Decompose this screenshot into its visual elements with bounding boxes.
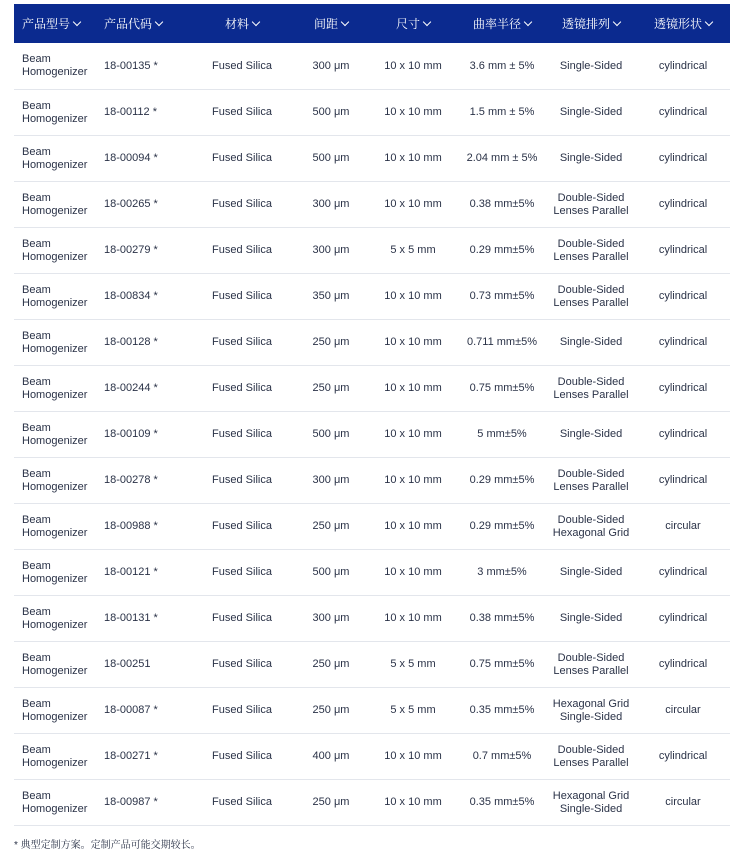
table-row bbox=[14, 136, 730, 182]
cell-model-line: Beam bbox=[22, 237, 51, 250]
cell-model-line: Homogenizer bbox=[22, 158, 88, 171]
cell-model-line: Homogenizer bbox=[22, 112, 88, 125]
cell-arrangement bbox=[546, 90, 636, 136]
cell-radius: 0.29 mm±5% bbox=[458, 228, 546, 274]
cell-radius: 2.04 mm ± 5% bbox=[458, 136, 546, 182]
chevron-down-icon bbox=[705, 18, 713, 26]
cell-model bbox=[14, 274, 96, 320]
cell-arrangement bbox=[546, 550, 636, 596]
cell-code: 18-00279 * bbox=[96, 228, 190, 274]
cell-radius: 3.6 mm ± 5% bbox=[458, 43, 546, 90]
cell-radius: 1.5 mm ± 5% bbox=[458, 90, 546, 136]
cell-pitch: 250 μm bbox=[294, 366, 368, 412]
cell-model bbox=[14, 366, 96, 412]
cell-material: Fused Silica bbox=[190, 228, 294, 274]
cell-code: 18-00121 * bbox=[96, 550, 190, 596]
cell-model bbox=[14, 458, 96, 504]
cell-arrangement-line: Double-Sided bbox=[557, 375, 625, 388]
cell-code: 18-00271 * bbox=[96, 734, 190, 780]
column-header-material[interactable] bbox=[190, 4, 294, 43]
table-row bbox=[14, 228, 730, 274]
cell-shape: cylindrical bbox=[636, 320, 730, 366]
cell-material: Fused Silica bbox=[190, 550, 294, 596]
cell-code: 18-00251 bbox=[96, 642, 190, 688]
column-header-label: 透镜排列 bbox=[561, 17, 610, 31]
cell-size: 10 x 10 mm bbox=[368, 366, 458, 412]
cell-pitch: 250 μm bbox=[294, 780, 368, 826]
cell-model-line: Homogenizer bbox=[22, 802, 88, 815]
cell-arrangement bbox=[546, 458, 636, 504]
cell-size: 10 x 10 mm bbox=[368, 596, 458, 642]
cell-shape: cylindrical bbox=[636, 458, 730, 504]
cell-size: 10 x 10 mm bbox=[368, 550, 458, 596]
cell-code: 18-00112 * bbox=[96, 90, 190, 136]
cell-model-line: Beam bbox=[22, 559, 51, 572]
cell-material: Fused Silica bbox=[190, 274, 294, 320]
column-header-shape[interactable] bbox=[636, 4, 730, 43]
cell-model-line: Beam bbox=[22, 743, 51, 756]
cell-arrangement bbox=[546, 504, 636, 550]
cell-model bbox=[14, 320, 96, 366]
cell-pitch: 500 μm bbox=[294, 550, 368, 596]
cell-shape: cylindrical bbox=[636, 182, 730, 228]
product-table-page bbox=[0, 4, 730, 851]
cell-model-line: Beam bbox=[22, 421, 51, 434]
cell-arrangement-line: Single-Sided bbox=[559, 612, 623, 624]
cell-material: Fused Silica bbox=[190, 780, 294, 826]
cell-model-line: Homogenizer bbox=[22, 66, 88, 78]
cell-code: 18-00987 * bbox=[96, 780, 190, 826]
cell-arrangement-line: Lenses Parallel bbox=[553, 388, 629, 401]
cell-size: 10 x 10 mm bbox=[368, 274, 458, 320]
cell-shape: cylindrical bbox=[636, 550, 730, 596]
cell-model-line: Beam bbox=[22, 697, 51, 710]
cell-model bbox=[14, 90, 96, 136]
cell-shape: cylindrical bbox=[636, 642, 730, 688]
table-body bbox=[14, 43, 730, 826]
cell-model-line: Beam bbox=[22, 191, 51, 204]
cell-pitch: 300 μm bbox=[294, 596, 368, 642]
cell-code: 18-00087 * bbox=[96, 688, 190, 734]
cell-material: Fused Silica bbox=[190, 366, 294, 412]
table-row bbox=[14, 43, 730, 90]
cell-material: Fused Silica bbox=[190, 412, 294, 458]
cell-size: 10 x 10 mm bbox=[368, 412, 458, 458]
cell-model-line: Beam bbox=[22, 651, 51, 664]
cell-pitch: 300 μm bbox=[294, 182, 368, 228]
cell-radius: 0.38 mm±5% bbox=[458, 596, 546, 642]
cell-size: 10 x 10 mm bbox=[368, 320, 458, 366]
cell-arrangement bbox=[546, 228, 636, 274]
cell-model-line: Homogenizer bbox=[22, 204, 88, 217]
chevron-down-icon bbox=[524, 18, 532, 26]
column-header-label: 材料 bbox=[224, 17, 249, 31]
cell-model-line: Beam bbox=[22, 329, 51, 342]
chevron-down-icon bbox=[341, 18, 349, 26]
cell-model bbox=[14, 780, 96, 826]
cell-arrangement bbox=[546, 642, 636, 688]
cell-model bbox=[14, 136, 96, 182]
cell-pitch: 250 μm bbox=[294, 642, 368, 688]
cell-model bbox=[14, 688, 96, 734]
cell-material: Fused Silica bbox=[190, 320, 294, 366]
header-row bbox=[14, 4, 730, 43]
cell-shape: cylindrical bbox=[636, 274, 730, 320]
cell-shape: cylindrical bbox=[636, 596, 730, 642]
cell-code: 18-00834 * bbox=[96, 274, 190, 320]
cell-arrangement bbox=[546, 366, 636, 412]
cell-arrangement bbox=[546, 43, 636, 90]
column-header-label: 产品型号 bbox=[22, 17, 71, 31]
cell-size: 5 x 5 mm bbox=[368, 642, 458, 688]
column-header-radius[interactable] bbox=[458, 4, 546, 43]
cell-material: Fused Silica bbox=[190, 642, 294, 688]
cell-shape: circular bbox=[636, 688, 730, 734]
cell-arrangement-line: Double-Sided bbox=[557, 283, 625, 296]
cell-arrangement bbox=[546, 412, 636, 458]
table-row bbox=[14, 596, 730, 642]
cell-material: Fused Silica bbox=[190, 182, 294, 228]
cell-arrangement bbox=[546, 596, 636, 642]
cell-arrangement-line: Double-Sided bbox=[557, 237, 625, 250]
cell-shape: cylindrical bbox=[636, 734, 730, 780]
table-row bbox=[14, 412, 730, 458]
cell-pitch: 500 μm bbox=[294, 136, 368, 182]
cell-pitch: 400 μm bbox=[294, 734, 368, 780]
cell-shape: cylindrical bbox=[636, 90, 730, 136]
cell-model bbox=[14, 228, 96, 274]
cell-arrangement-line: Lenses Parallel bbox=[553, 756, 629, 769]
cell-arrangement-line: Double-Sided bbox=[557, 467, 625, 480]
product-table bbox=[14, 4, 730, 826]
cell-model-line: Homogenizer bbox=[22, 756, 88, 769]
column-header-arrangement[interactable] bbox=[546, 4, 636, 43]
cell-arrangement bbox=[546, 688, 636, 734]
cell-material: Fused Silica bbox=[190, 596, 294, 642]
cell-code: 18-00094 * bbox=[96, 136, 190, 182]
cell-arrangement-line: Hexagonal Grid bbox=[552, 526, 630, 539]
cell-radius: 5 mm±5% bbox=[458, 412, 546, 458]
cell-size: 10 x 10 mm bbox=[368, 43, 458, 90]
cell-arrangement-line: Double-Sided bbox=[557, 513, 625, 526]
chevron-down-icon bbox=[423, 18, 431, 26]
column-header-label: 间距 bbox=[313, 17, 338, 31]
cell-model-line: Homogenizer bbox=[22, 296, 88, 309]
cell-size: 10 x 10 mm bbox=[368, 734, 458, 780]
chevron-down-icon bbox=[73, 18, 81, 26]
table-header bbox=[14, 4, 730, 43]
chevron-down-icon bbox=[252, 18, 260, 26]
table-row bbox=[14, 688, 730, 734]
cell-model-line: Homogenizer bbox=[22, 480, 88, 493]
column-header-size[interactable] bbox=[368, 4, 458, 43]
cell-model-line: Homogenizer bbox=[22, 710, 88, 723]
cell-size: 10 x 10 mm bbox=[368, 90, 458, 136]
cell-model bbox=[14, 550, 96, 596]
cell-material: Fused Silica bbox=[190, 136, 294, 182]
table-row bbox=[14, 504, 730, 550]
cell-arrangement-line: Lenses Parallel bbox=[553, 480, 629, 493]
cell-size: 5 x 5 mm bbox=[368, 228, 458, 274]
cell-size: 5 x 5 mm bbox=[368, 688, 458, 734]
cell-model bbox=[14, 642, 96, 688]
cell-arrangement-line: Single-Sided bbox=[559, 336, 623, 348]
footnote: * 典型定制方案。定制产品可能交期较长。 bbox=[14, 840, 201, 851]
cell-model bbox=[14, 412, 96, 458]
cell-pitch: 300 μm bbox=[294, 43, 368, 90]
cell-code: 18-00128 * bbox=[96, 320, 190, 366]
cell-size: 10 x 10 mm bbox=[368, 780, 458, 826]
cell-arrangement-line: Lenses Parallel bbox=[553, 204, 629, 217]
cell-arrangement bbox=[546, 274, 636, 320]
cell-model-line: Beam bbox=[22, 53, 51, 65]
cell-code: 18-00135 * bbox=[96, 43, 190, 90]
cell-arrangement bbox=[546, 734, 636, 780]
cell-material: Fused Silica bbox=[190, 43, 294, 90]
table-row bbox=[14, 550, 730, 596]
cell-code: 18-00244 * bbox=[96, 366, 190, 412]
cell-arrangement bbox=[546, 182, 636, 228]
cell-arrangement-line: Hexagonal Grid bbox=[552, 697, 630, 710]
cell-radius: 0.7 mm±5% bbox=[458, 734, 546, 780]
cell-model-line: Homogenizer bbox=[22, 388, 88, 401]
cell-code: 18-00109 * bbox=[96, 412, 190, 458]
cell-model-line: Homogenizer bbox=[22, 342, 88, 355]
cell-pitch: 300 μm bbox=[294, 228, 368, 274]
cell-shape: cylindrical bbox=[636, 43, 730, 90]
cell-model-line: Homogenizer bbox=[22, 250, 88, 263]
cell-radius: 0.35 mm±5% bbox=[458, 780, 546, 826]
cell-shape: circular bbox=[636, 780, 730, 826]
cell-model bbox=[14, 596, 96, 642]
cell-model-line: Beam bbox=[22, 283, 51, 296]
cell-code: 18-00131 * bbox=[96, 596, 190, 642]
table-row bbox=[14, 734, 730, 780]
cell-model-line: Beam bbox=[22, 145, 51, 158]
cell-model bbox=[14, 43, 96, 90]
table-row bbox=[14, 642, 730, 688]
cell-arrangement bbox=[546, 780, 636, 826]
cell-code: 18-00278 * bbox=[96, 458, 190, 504]
chevron-down-icon bbox=[613, 18, 621, 26]
cell-pitch: 250 μm bbox=[294, 320, 368, 366]
cell-arrangement-line: Single-Sided bbox=[559, 106, 623, 118]
cell-model-line: Beam bbox=[22, 789, 51, 802]
cell-model bbox=[14, 504, 96, 550]
table-row bbox=[14, 320, 730, 366]
cell-model-line: Homogenizer bbox=[22, 618, 88, 631]
cell-size: 10 x 10 mm bbox=[368, 504, 458, 550]
cell-arrangement bbox=[546, 320, 636, 366]
cell-arrangement-line: Hexagonal Grid bbox=[552, 789, 630, 802]
cell-shape: cylindrical bbox=[636, 228, 730, 274]
cell-model-line: Homogenizer bbox=[22, 434, 88, 447]
cell-arrangement-line: Single-Sided bbox=[559, 428, 623, 440]
table-row bbox=[14, 366, 730, 412]
cell-model-line: Homogenizer bbox=[22, 526, 88, 539]
cell-model-line: Homogenizer bbox=[22, 572, 88, 585]
cell-material: Fused Silica bbox=[190, 458, 294, 504]
cell-shape: cylindrical bbox=[636, 136, 730, 182]
cell-shape: cylindrical bbox=[636, 366, 730, 412]
cell-arrangement-line: Lenses Parallel bbox=[553, 664, 629, 677]
cell-radius: 0.711 mm±5% bbox=[458, 320, 546, 366]
cell-pitch: 350 μm bbox=[294, 274, 368, 320]
cell-arrangement-line: Single-Sided bbox=[559, 59, 623, 72]
column-header-code[interactable] bbox=[96, 4, 190, 43]
cell-material: Fused Silica bbox=[190, 504, 294, 550]
cell-arrangement-line: Double-Sided bbox=[557, 191, 625, 204]
cell-pitch: 500 μm bbox=[294, 412, 368, 458]
cell-arrangement-line: Double-Sided bbox=[557, 743, 625, 756]
cell-pitch: 250 μm bbox=[294, 504, 368, 550]
cell-material: Fused Silica bbox=[190, 90, 294, 136]
table-row bbox=[14, 274, 730, 320]
cell-model bbox=[14, 182, 96, 228]
column-header-label: 产品代码 bbox=[104, 17, 153, 31]
cell-model-line: Homogenizer bbox=[22, 664, 88, 677]
cell-radius: 0.75 mm±5% bbox=[458, 366, 546, 412]
cell-pitch: 250 μm bbox=[294, 688, 368, 734]
cell-model bbox=[14, 734, 96, 780]
cell-radius: 0.75 mm±5% bbox=[458, 642, 546, 688]
cell-radius: 0.35 mm±5% bbox=[458, 688, 546, 734]
cell-size: 10 x 10 mm bbox=[368, 458, 458, 504]
table-row bbox=[14, 90, 730, 136]
cell-pitch: 500 μm bbox=[294, 90, 368, 136]
cell-size: 10 x 10 mm bbox=[368, 182, 458, 228]
cell-model-line: Beam bbox=[22, 99, 51, 112]
cell-arrangement bbox=[546, 136, 636, 182]
cell-material: Fused Silica bbox=[190, 688, 294, 734]
cell-arrangement-line: Double-Sided bbox=[557, 651, 625, 664]
column-header-pitch[interactable] bbox=[294, 4, 368, 43]
chevron-down-icon bbox=[155, 18, 163, 26]
cell-code: 18-00265 * bbox=[96, 182, 190, 228]
cell-model-line: Beam bbox=[22, 605, 51, 618]
cell-arrangement-line: Single-Sided bbox=[559, 802, 623, 815]
column-header-label: 透镜形状 bbox=[653, 17, 702, 31]
column-header-label: 曲率半径 bbox=[472, 17, 521, 31]
cell-shape: circular bbox=[636, 504, 730, 550]
cell-radius: 0.29 mm±5% bbox=[458, 504, 546, 550]
cell-material: Fused Silica bbox=[190, 734, 294, 780]
column-header-model[interactable] bbox=[14, 4, 96, 43]
cell-arrangement-line: Single-Sided bbox=[559, 566, 623, 578]
column-header-label: 尺寸 bbox=[395, 17, 420, 31]
cell-model-line: Beam bbox=[22, 513, 51, 526]
cell-code: 18-00988 * bbox=[96, 504, 190, 550]
table-row bbox=[14, 780, 730, 826]
cell-radius: 0.29 mm±5% bbox=[458, 458, 546, 504]
cell-radius: 0.73 mm±5% bbox=[458, 274, 546, 320]
cell-size: 10 x 10 mm bbox=[368, 136, 458, 182]
cell-arrangement-line: Lenses Parallel bbox=[553, 296, 629, 309]
cell-shape: cylindrical bbox=[636, 412, 730, 458]
cell-radius: 0.38 mm±5% bbox=[458, 182, 546, 228]
cell-arrangement-line: Single-Sided bbox=[559, 152, 623, 164]
cell-arrangement-line: Lenses Parallel bbox=[553, 250, 629, 263]
table-row bbox=[14, 458, 730, 504]
cell-pitch: 300 μm bbox=[294, 458, 368, 504]
cell-model-line: Beam bbox=[22, 467, 51, 480]
cell-arrangement-line: Single-Sided bbox=[559, 710, 623, 723]
cell-model-line: Beam bbox=[22, 375, 51, 388]
cell-radius: 3 mm±5% bbox=[458, 550, 546, 596]
table-row bbox=[14, 182, 730, 228]
